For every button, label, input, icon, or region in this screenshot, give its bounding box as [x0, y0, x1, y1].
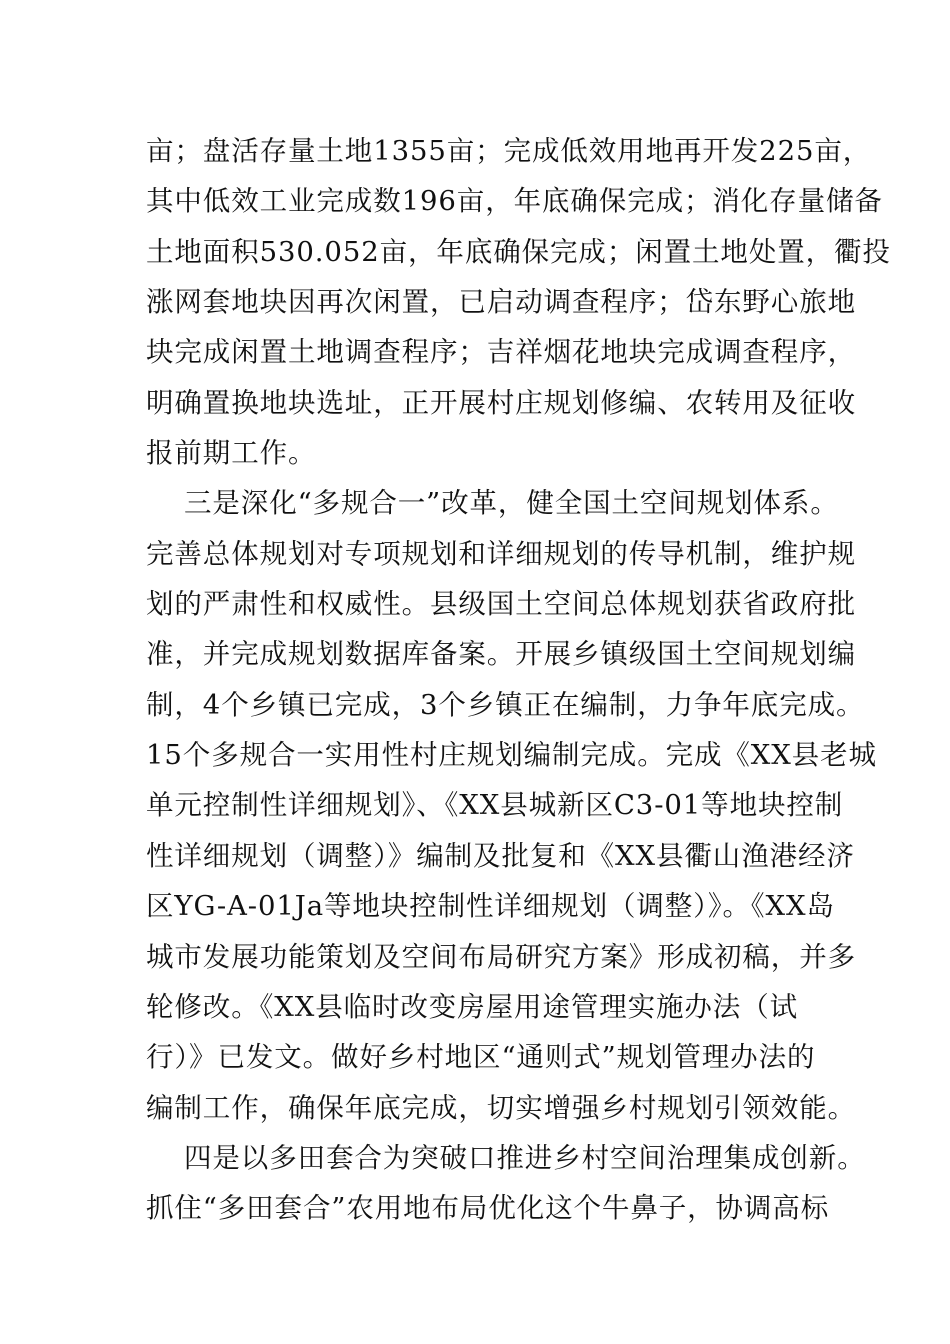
paragraph-start-line: 三是深化“多规合一”改革，健全国土空间规划体系。 [184, 487, 839, 520]
text-line: 亩；盘活存量土地1355亩；完成低效用地再开发225亩， [146, 135, 872, 167]
body-text [146, 126, 891, 1234]
text-line: 涨网套地块因再次闲置，已启动调查程序；岱东野心旅地 [146, 286, 856, 319]
text-line: 准，并完成规划数据库备案。开展乡镇级国土空间规划编 [146, 638, 856, 671]
text-line: 区YG-A-01Ja等地块控制性详细规划（调整）》。《XX岛 [146, 890, 835, 923]
text-line: 划的严肃性和权威性。县级国土空间总体规划获省政府批 [146, 588, 856, 621]
text-line: 其中低效工业完成数196亩，年底确保完成；消化存量储备 [146, 185, 883, 218]
text-line: 轮修改。《XX县临时改变房屋用途管理实施办法（试 [146, 990, 799, 1023]
text-line: 性详细规划（调整）》编制及批复和《XX县衢山渔港经济 [146, 839, 855, 872]
text-line: 单元控制性详细规划》、《XX县城新区C3-01等地块控制 [146, 789, 844, 822]
text-line: 明确置换地块选址，正开展村庄规划修编、农转用及征收 [146, 386, 856, 419]
text-line: 行）》已发文。做好乡村地区“通则式”规划管理办法的 [146, 1041, 816, 1074]
paragraph-start-line: 四是以多田套合为突破口推进乡村空间治理集成创新。 [184, 1141, 866, 1174]
text-line: 15个多规合一实用性村庄规划编制完成。完成《XX县老城 [146, 739, 877, 772]
text-line: 块完成闲置土地调查程序；吉祥烟花地块完成调查程序， [146, 336, 856, 369]
text-line: 制，4个乡镇已完成，3个乡镇正在编制，力争年底完成。 [146, 688, 865, 721]
text-line: 抓住“多田套合”农用地布局优化这个牛鼻子，协调高标 [146, 1192, 830, 1225]
text-line: 土地面积530.052亩，年底确保完成；闲置土地处置，衢投 [146, 235, 891, 268]
text-line: 完善总体规划对专项规划和详细规划的传导机制，维护规 [146, 537, 856, 570]
text-line: 报前期工作。 [146, 437, 317, 470]
text-line: 编制工作，确保年底完成，切实增强乡村规划引领效能。 [146, 1091, 856, 1124]
text-line: 城市发展功能策划及空间布局研究方案》形成初稿，并多 [146, 940, 856, 973]
